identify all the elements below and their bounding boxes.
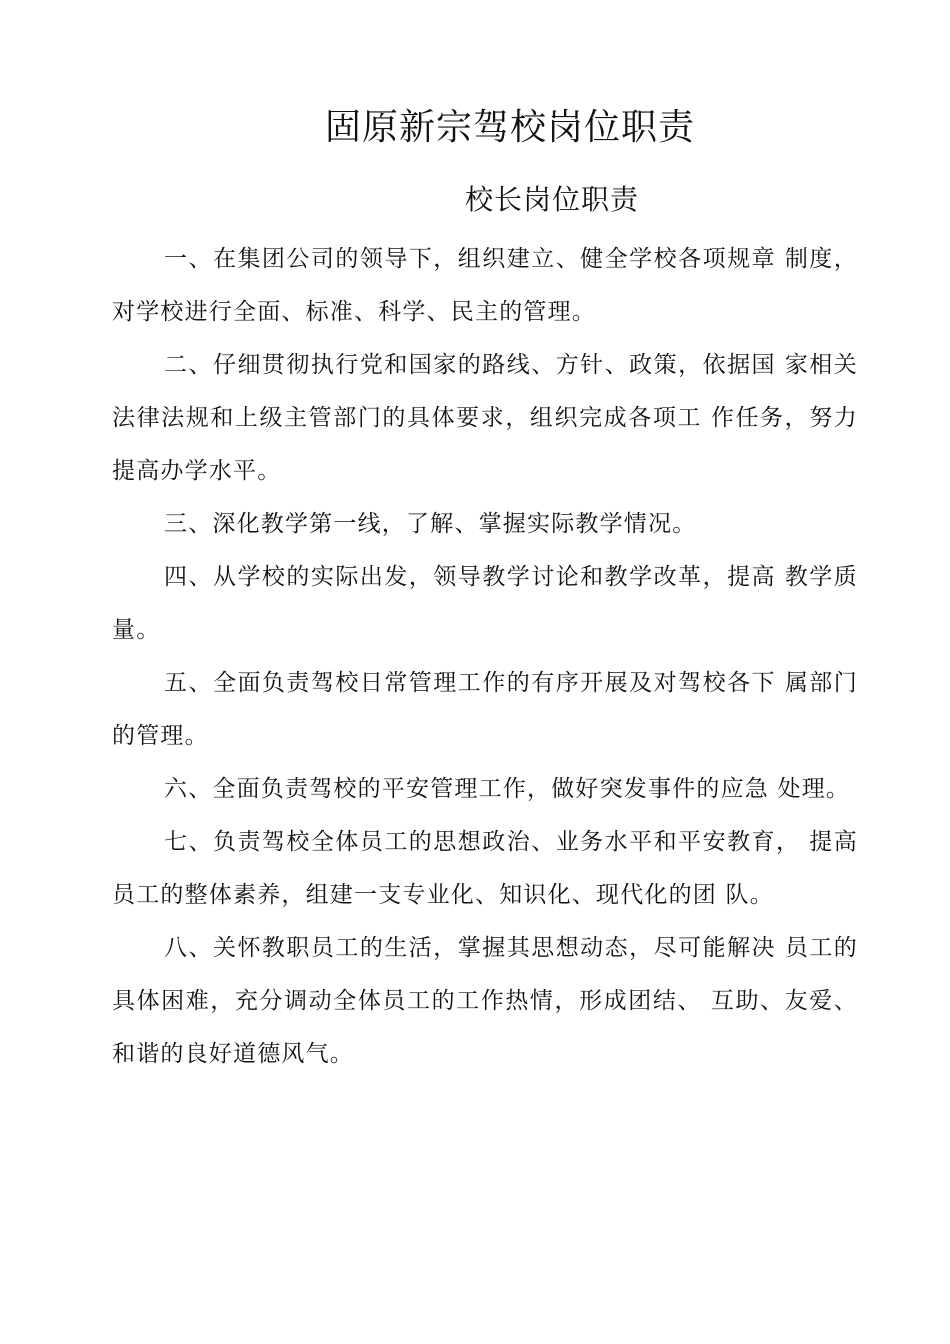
duty-paragraph-2: 二、仔细贯彻执行党和国家的路线、方针、政策，依据国 家相关法律法规和上级主管部门的具体要求，组织完成各项工 作任务，努力提高办学水平。 <box>112 352 858 484</box>
duty-paragraph-3: 三、深化教学第一线，了解、掌握实际教学情况。 <box>164 511 697 537</box>
duty-paragraph-8: 八、关怀教职员工的生活，掌握其思想动态，尽可能解决 员工的具体困难，充分调动全体员工的工作热情，形成团结、 互助、友爱、和谐的良好道德风气。 <box>112 935 858 1067</box>
duty-list <box>112 233 858 1081</box>
document-title: 固原新宗驾校岗位职责 <box>324 107 695 148</box>
duty-paragraph-5: 五、全面负责驾校日常管理工作的有序开展及对驾校各下 属部门的管理。 <box>112 670 858 749</box>
duty-paragraph-1: 一、在集团公司的领导下，组织建立、健全学校各项规章 制度，对学校进行全面、标准、科学、民主的管理。 <box>112 246 858 325</box>
duty-paragraph-4: 四、从学校的实际出发，领导教学讨论和教学改革，提高 教学质量。 <box>112 564 858 643</box>
duty-paragraph-7: 七、负责驾校全体员工的思想政治、业务水平和平安教育， 提高员工的整体素养，组建一支专业化、知识化、现代化的团 队。 <box>112 829 858 908</box>
section-title: 校长岗位职责 <box>464 183 639 216</box>
duty-paragraph-6: 六、全面负责驾校的平安管理工作，做好突发事件的应急 处理。 <box>164 776 851 802</box>
